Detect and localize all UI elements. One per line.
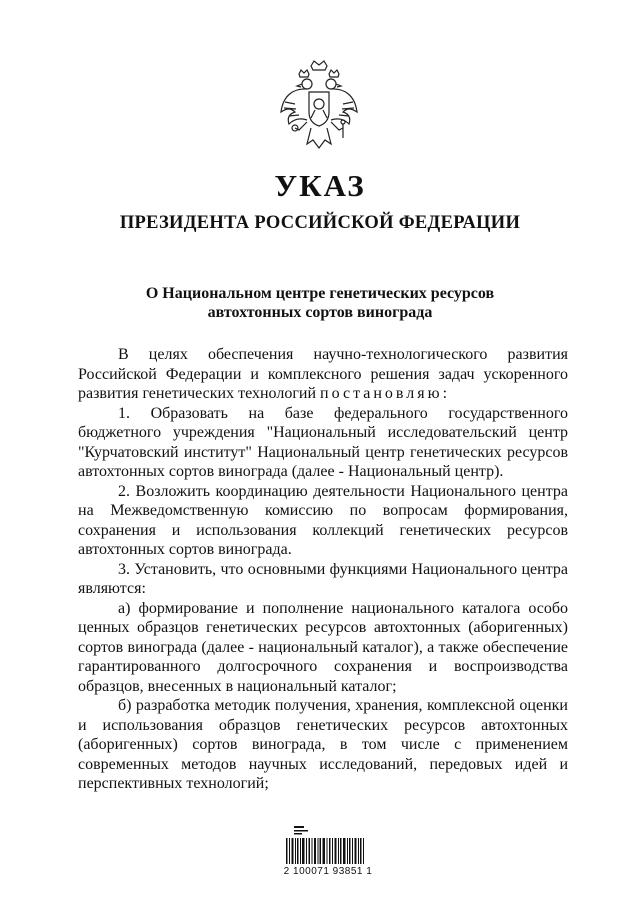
preamble-keyword: постановляю — [320, 385, 443, 402]
decree-item-3b: б) разработка методик получения, хранения, комплексной оценки и использования образцов генетических ресурсов автохтонных (аборигенных) сортов винограда, в том числе с применением современных методов научных исследований, передовых идей и перспективных технологий; — [78, 697, 568, 792]
preamble-end: : — [442, 385, 448, 402]
barcode-number: 2 100071 93851 1 — [283, 866, 373, 877]
coat-of-arms-icon — [277, 58, 361, 158]
document-title: УКАЗ — [274, 168, 366, 203]
decree-item-2: 2. Возложить координацию деятельности Национального центра на Межведомственную комиссию по вопросам формирования, сохранения и использования коллекций генетических ресурсов автохтонных сортов винограда. — [78, 482, 568, 558]
preamble-text: В целях обеспечения научно-технологического развития Российской Федерации и комплексного решения задач ускоренного развития генетических технологий — [78, 346, 568, 402]
decree-heading — [0, 284, 640, 322]
decree-item-3a: а) формирование и пополнение национального каталога особо ценных образцов генетических ресурсов автохтонных (аборигенных) сортов винограда (далее - национальный каталог), а также обеспечение гарантированного долгосрочного сохранения и воспроизводства образцов, внесенных в национальный каталог; — [78, 599, 568, 695]
decree-body — [78, 345, 568, 794]
decree-heading-line2: автохтонных сортов винограда — [207, 304, 433, 321]
decree-item-3: 3. Установить, что основными функциями Национального центра являются: — [78, 560, 568, 597]
preamble-paragraph — [78, 345, 568, 404]
document-subtitle: ПРЕЗИДЕНТА РОССИЙСКОЙ ФЕДЕРАЦИИ — [119, 213, 521, 233]
decree-heading-line1: О Национальном центре генетических ресурсов — [145, 285, 495, 302]
decree-item-1: 1. Образовать на базе федерального государственного бюджетного учреждения "Национальный исследовательский центр "Курчатовский институт" Национальный центр генетических ресурсов автохтонных сортов винограда (далее - Национальный центр). — [78, 404, 568, 480]
